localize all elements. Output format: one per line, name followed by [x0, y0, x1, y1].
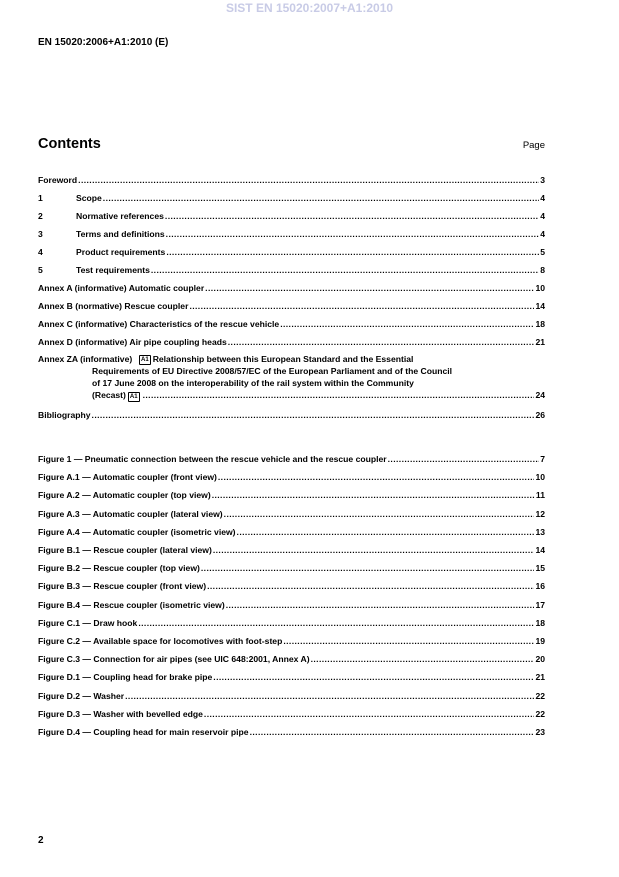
- page-number: 18: [535, 319, 545, 329]
- entry-text: Figure D.2 — Washer: [38, 690, 125, 701]
- dot-leader: [92, 410, 535, 420]
- figure-entry[interactable]: [38, 581, 545, 591]
- dot-leader: [103, 193, 539, 203]
- entry-text: Figure B.4 — Rescue coupler (isometric view): [38, 599, 225, 610]
- dot-leader: [280, 319, 534, 329]
- page-number: 18: [535, 617, 545, 628]
- dot-leader: [388, 454, 540, 464]
- entry-text: Annex D (informative) Air pipe coupling heads: [38, 337, 227, 347]
- figure-entry[interactable]: [38, 672, 545, 682]
- page-number: 3: [540, 175, 545, 185]
- page-number: 12: [535, 508, 545, 519]
- figure-entry[interactable]: [38, 527, 545, 537]
- page-number: 10: [535, 283, 545, 293]
- dot-leader: [78, 175, 539, 185]
- page-number: 10: [535, 472, 545, 483]
- toc-entry-annex-za[interactable]: [38, 353, 545, 402]
- entry-text: Terms and definitions: [76, 229, 165, 239]
- page-number: 22: [535, 690, 545, 701]
- figure-entry[interactable]: [38, 600, 545, 610]
- figure-entry[interactable]: [38, 727, 545, 737]
- figure-entry[interactable]: [38, 618, 545, 628]
- dot-leader: [237, 527, 535, 537]
- figure-entry[interactable]: [38, 563, 545, 573]
- dot-leader: [213, 672, 534, 682]
- annex-za-prefix: Annex ZA (informative): [38, 354, 133, 364]
- section-number: 5: [38, 265, 43, 275]
- page-number-footer: 2: [38, 835, 44, 846]
- page-number: 14: [535, 545, 545, 555]
- dot-leader: [228, 337, 535, 347]
- page-number: 26: [535, 410, 545, 420]
- dot-leader: [226, 600, 535, 610]
- page-number: 5: [540, 247, 545, 257]
- annex-za-line: Requirements of EU Directive 2008/57/EC of the European Parliament and of the Council: [92, 366, 453, 376]
- toc-entry[interactable]: [38, 283, 545, 293]
- dot-leader: [151, 265, 539, 275]
- page-number: 21: [535, 337, 545, 347]
- figure-entry[interactable]: [38, 454, 545, 464]
- entry-text: Figure 1 — Pneumatic connection between the rescue vehicle and the rescue coupler: [38, 454, 387, 464]
- page-number: 13: [535, 526, 545, 537]
- toc-entry[interactable]: [38, 301, 545, 311]
- entry-text: Product requirements: [76, 247, 166, 257]
- section-number: 4: [38, 247, 43, 257]
- annex-za-line: of 17 June 2008 on the interoperability of the rail system within the Community: [92, 378, 414, 388]
- page-number: 20: [535, 654, 545, 665]
- amendment-start-marker: A1: [141, 357, 149, 363]
- toc-entry[interactable]: [38, 175, 545, 185]
- figure-entry[interactable]: [38, 709, 545, 719]
- entry-text: Foreword: [38, 175, 78, 185]
- toc-entry-bibliography[interactable]: [38, 410, 545, 420]
- dot-leader: [138, 618, 534, 628]
- entry-text: Annex B (normative) Rescue coupler: [38, 301, 189, 311]
- page-number: 15: [535, 563, 545, 574]
- entry-text: Figure B.1 — Rescue coupler (lateral view): [38, 545, 212, 555]
- page-title: Contents: [38, 136, 101, 152]
- entry-text: Figure C.2 — Available space for locomotives with foot-step: [38, 636, 283, 646]
- entry-text: Figure A.4 — Automatic coupler (isometric view): [38, 526, 236, 537]
- section-number: 2: [38, 211, 43, 221]
- toc-entry[interactable]: [38, 229, 545, 239]
- dot-leader: [201, 563, 535, 573]
- dot-leader: [165, 211, 539, 221]
- dot-leader: [205, 283, 534, 293]
- page-number: 16: [535, 581, 545, 592]
- page-number: 7: [540, 454, 545, 464]
- dot-leader: [166, 229, 540, 239]
- annex-za-line: (Recast): [92, 390, 126, 400]
- page-number: 4: [540, 229, 545, 239]
- page-number: 11: [535, 490, 545, 501]
- toc-entry[interactable]: [38, 319, 545, 329]
- annex-za-line: Relationship between this European Standard and the Essential: [152, 354, 414, 364]
- dot-leader: [213, 545, 535, 555]
- watermark: SIST EN 15020:2007+A1:2010: [225, 1, 394, 15]
- figure-entry[interactable]: [38, 509, 545, 519]
- dot-leader: [166, 247, 539, 257]
- dot-leader: [212, 490, 535, 500]
- entry-text: Annex C (informative) Characteristics of the rescue vehicle: [38, 319, 280, 329]
- amendment-end-marker: A1: [129, 394, 138, 400]
- toc-entry[interactable]: [38, 265, 545, 275]
- page-number: 19: [535, 636, 545, 646]
- toc-entry[interactable]: [38, 193, 545, 203]
- page-number: 21: [535, 672, 545, 683]
- entry-text: Figure C.1 — Draw hook: [38, 617, 138, 628]
- figure-entry[interactable]: [38, 691, 545, 701]
- entry-text: Figure A.1 — Automatic coupler (front view): [38, 472, 217, 483]
- dot-leader: [218, 472, 535, 482]
- entry-text: Figure C.3 — Connection for air pipes (see UIC 648:2001, Annex A): [38, 654, 310, 665]
- dot-leader: [224, 509, 535, 519]
- section-number: 3: [38, 229, 43, 239]
- toc-entry[interactable]: [38, 337, 545, 347]
- entry-text: Figure A.2 — Automatic coupler (top view): [38, 490, 211, 501]
- entry-text: Annex A (informative) Automatic coupler: [38, 283, 205, 293]
- page-number: 14: [535, 301, 545, 311]
- entry-text: Figure D.3 — Washer with bevelled edge: [38, 708, 203, 719]
- page-number: 8: [540, 265, 545, 275]
- page-number: 22: [535, 708, 545, 719]
- section-number: 1: [38, 193, 43, 203]
- dot-leader: [143, 389, 535, 401]
- entry-text: Figure B.2 — Rescue coupler (top view): [38, 563, 200, 574]
- entry-text: Scope: [76, 193, 102, 203]
- figure-entry[interactable]: [38, 490, 545, 500]
- entry-text: Test requirements: [76, 265, 150, 275]
- entry-text: Bibliography: [38, 410, 91, 420]
- figure-entry[interactable]: [38, 636, 545, 646]
- page-number: 4: [540, 193, 545, 203]
- document-id: EN 15020:2006+A1:2010 (E): [38, 37, 169, 48]
- toc-entry[interactable]: [38, 211, 545, 221]
- entry-text: Figure B.3 — Rescue coupler (front view): [38, 581, 207, 592]
- entry-text: Figure D.4 — Coupling head for main reservoir pipe: [38, 727, 249, 737]
- figure-entry[interactable]: [38, 654, 545, 664]
- dot-leader: [207, 581, 534, 591]
- entry-text: Figure A.3 — Automatic coupler (lateral view): [38, 508, 223, 519]
- page-number: 4: [540, 211, 545, 221]
- page-column-label: Page: [522, 140, 545, 151]
- dot-leader: [283, 636, 534, 646]
- dot-leader: [250, 727, 535, 737]
- page-number: 23: [535, 727, 545, 737]
- entry-text: Figure D.1 — Coupling head for brake pipe: [38, 672, 213, 683]
- dot-leader: [125, 691, 534, 701]
- figure-entry[interactable]: [38, 472, 545, 482]
- page-number: 24: [535, 390, 545, 400]
- page-number: 17: [535, 599, 545, 610]
- toc-entry[interactable]: [38, 247, 545, 257]
- figure-entry[interactable]: [38, 545, 545, 555]
- dot-leader: [189, 301, 534, 311]
- entry-text: Normative references: [76, 211, 164, 221]
- dot-leader: [311, 654, 535, 664]
- dot-leader: [204, 709, 535, 719]
